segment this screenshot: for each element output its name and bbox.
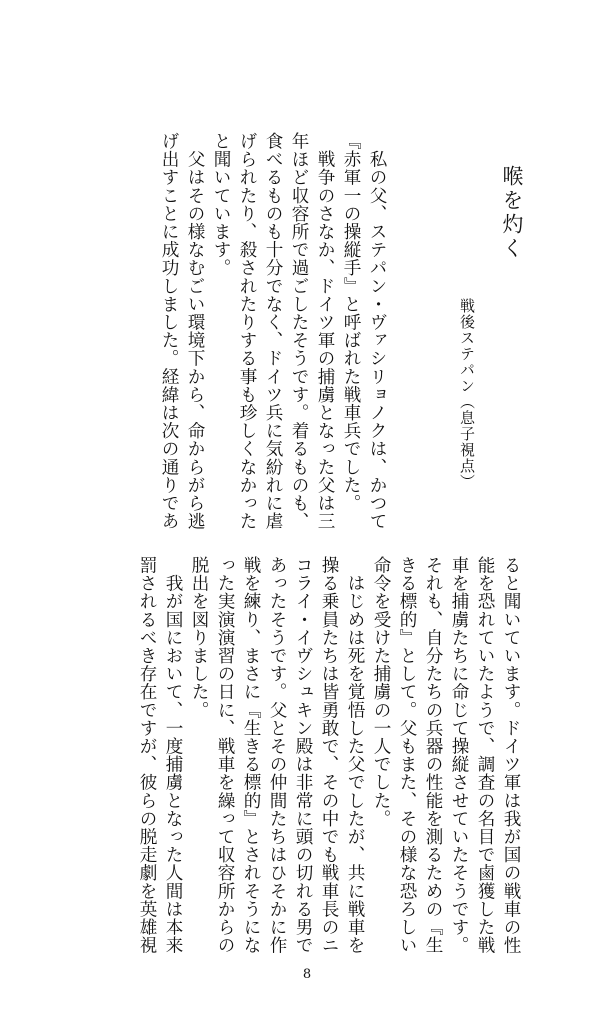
body-line: きる標的』として。父もまた、その様な恐ろしい: [397, 556, 417, 955]
chapter-subtitle: 戦後ステパン（息子視点）: [458, 298, 476, 490]
body-line: った実演演習の日に、戦車を繰って収容所からの: [215, 556, 235, 955]
body-line: 年ほど収容所で過ごしたそうです。着るものも、: [289, 132, 309, 531]
body-line: はじめは死を覚悟した父でしたが、共に戦車を: [345, 556, 365, 955]
body-line: 命令を受けた捕虜の一人でした。: [371, 556, 391, 828]
body-line: 戦争のさなか、ドイツ軍の捕虜となった父は三: [315, 132, 335, 531]
body-line: 父はその様なむごい環境下から、命からがら逃: [185, 132, 205, 531]
body-line: コライ・イヴシュキン殿は非常に頭の切れる男で: [293, 556, 313, 955]
body-line: 罰されるべき存在ですが、彼らの脱走劇を英雄視: [137, 556, 157, 955]
body-line: 『赤軍一の操縦手』と呼ばれた戦車兵でした。: [341, 132, 361, 513]
body-line: 我が国において、一度捕虜となった人間は本来: [163, 556, 183, 955]
lower-body-text: [137, 556, 524, 955]
body-line: 脱出を図りました。: [189, 556, 209, 719]
body-line: それも、自分たちの兵器の性能を測るための『生: [423, 556, 443, 955]
body-line: 車を捕虜たちに命じて操縦させていたそうです。: [449, 556, 469, 955]
body-line: と聞いています。: [211, 132, 231, 277]
body-line: あったそうです。父とその仲間たちはひそかに作: [267, 556, 287, 955]
upper-body-text: [150, 132, 390, 530]
page-number: 8: [302, 967, 312, 982]
body-line: 能を恐れていたようで、調査の名目で鹵獲した戦: [475, 556, 495, 955]
body-line: 私の父、ステパン・ヴァシリョノクは、かつて: [367, 132, 387, 531]
body-line: ると聞いています。ドイツ軍は我が国の戦車の性: [501, 556, 521, 955]
story-title: 喉を灼く: [500, 165, 524, 261]
body-line: 操る乗員たちは皆勇敢で、その中でも戦車長のニ: [319, 556, 339, 955]
body-line: 戦を練り、まさに『生きる標的』とされそうにな: [241, 556, 261, 955]
body-line: げ出すことに成功しました。経緯は次の通りであ: [159, 132, 179, 531]
body-line: 食べるものも十分でなく、ドイツ兵に気紛れに虐: [263, 132, 283, 531]
body-line: げられたり、殺されたりする事も珍しくなかった: [237, 132, 257, 531]
